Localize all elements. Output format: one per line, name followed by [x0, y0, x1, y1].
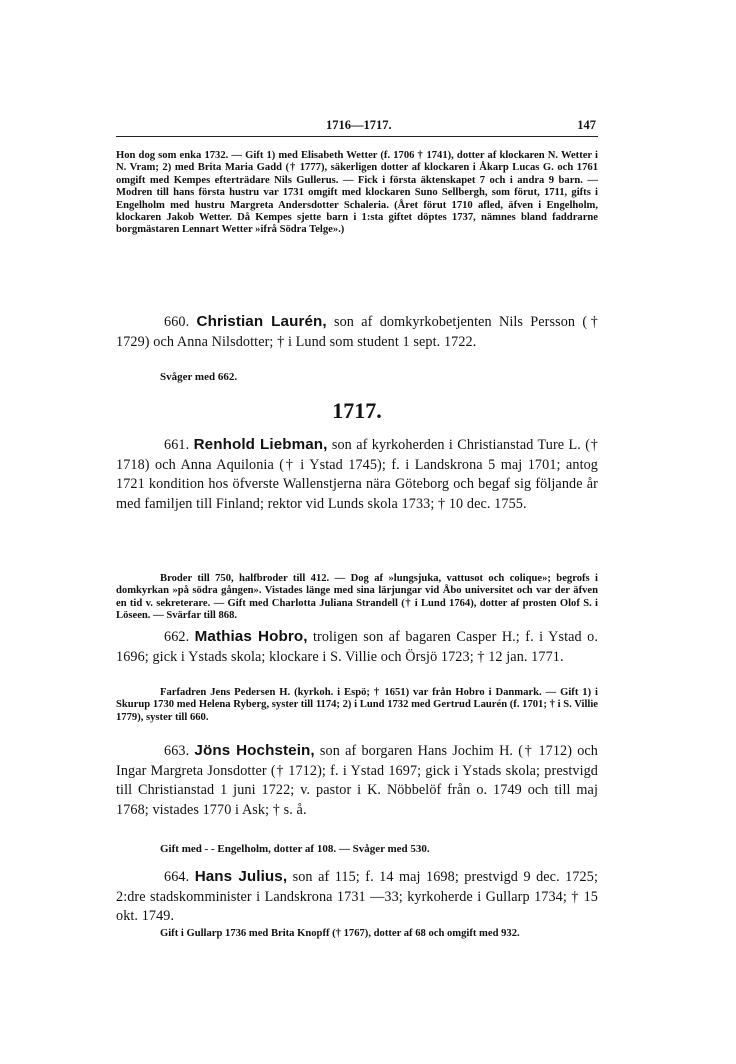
entry-number: 663.: [164, 743, 190, 759]
page-header: [116, 118, 598, 136]
entry-text: son af kyrkoherden i Christianstad Ture L. († 1718) och Anna Aquilonia († i Ystad 1745); f. i Landskrona 5 maj 1701; antog 1721 kondition hos öfverste Wallenstjerna nära Göteborg och begaf sig följande år med familjen till Finland; rektor vid Lunds skola 1733; † 10 dec. 1755.: [116, 437, 598, 512]
entry-number: 660.: [164, 314, 190, 330]
entry-number: 661.: [164, 437, 190, 453]
entry-text: son af 115; f. 14 maj 1698; prestvigd 9 dec. 1725; 2:dre stadskomminister i Landskrona 1731 —33; kyrkoherde i Gullarp 1734; † 15 okt. 1749.: [116, 869, 598, 925]
entry-number: 662.: [164, 629, 190, 645]
entry-660-note: Svåger med 662.: [160, 371, 238, 383]
entry-663-note: Gift med - - Engelholm, dotter af 108. — Svåger med 530.: [160, 843, 430, 855]
header-rule: [116, 136, 598, 137]
entry-659-note: Hon dog som enka 1732. — Gift 1) med Elisabeth Wetter (f. 1706 † 1741), dotter af klockaren N. Wetter i N. Vram; 2) med Brita Maria Gadd († 1777), säkerligen dotter af klockaren i Åkarp Lucas G. och 1761 omgift med Kempes efterträdare Nils Gullerus. — Fick i första äktenskapet 7 och i andra 9 barn. — Modren till hans första hustru var 1731 omgift med klockaren Suno Sellbergh, som förut, 1711, gifts i Engelholm med hustru Margreta Andersdotter Schaleria. (Året förut 1710 afled, äfven i Engelholm, klockaren Jakob Wetter. Då Kempes sjette barn i 1:sta giftet döptes 1737, nämnes bland faddrarne borgmästaren Lennart Wetter »ifrå Södra Telge».): [116, 150, 598, 236]
entry-name: Jöns Hochstein,: [194, 742, 315, 759]
entry-663: [116, 741, 598, 820]
entry-text: son af domkyrkobetjenten Nils Persson († 1729) och Anna Nilsdotter; † i Lund som student 1 sept. 1722.: [116, 314, 598, 350]
entry-664-note: Gift i Gullarp 1736 med Brita Knopff († 1767), dotter af 68 och omgift med 932.: [160, 928, 520, 939]
entry-661-note: Broder till 750, halfbroder till 412. — Dog af »lungsjuka, vattusot och colique»; begrofs i domkyrkan »på södra gången». Vistades länge med sina lärjungar vid Åbo universitet och var der äfven en tid v. sekreterare. — Gift med Charlotta Juliana Strandell († i Lund 1764), dotter af prosten Olof S. i Löseen. — Svärfar till 868.: [116, 573, 598, 622]
entry-number: 664.: [164, 869, 190, 885]
entry-name: Hans Julius,: [194, 868, 288, 885]
entry-660: [116, 312, 598, 352]
entry-name: Christian Laurén,: [196, 313, 327, 330]
entry-662-note: Farfadren Jens Pedersen H. (kyrkoh. i Espö; † 1651) var från Hobro i Danmark. — Gift 1) i Skurup 1730 med Helena Ryberg, syster till 1174; 2) i Lund 1732 med Gertrud Laurén (f. 1701; † i S. Villie 1779), syster till 660.: [116, 687, 598, 723]
header-year-range: 1716—1717.: [326, 118, 392, 132]
entry-name: Mathias Hobro,: [194, 628, 308, 645]
page-number: 147: [577, 118, 596, 132]
entry-text: troligen son af bagaren Casper H.; f. i Ystad o. 1696; gick i Ystads skola; klockare i S. Villie och Örsjö 1723; † 12 jan. 1771.: [116, 629, 598, 665]
year-heading: 1717.: [332, 398, 382, 423]
entry-name: Renhold Liebman,: [193, 436, 328, 453]
entry-661: [116, 435, 598, 514]
entry-text: son af borgaren Hans Jochim H. († 1712) och Ingar Margreta Jonsdotter († 1712); f. i Ystad 1697; gick i Ystads skola; prestvigd till Christianstad 1 juni 1722; v. pastor i K. Nöbbelöf från o. 1749 och till maj 1768; vistades 1770 i Ask; † s. å.: [116, 743, 598, 818]
entry-662: [116, 627, 598, 667]
entry-664: [116, 867, 598, 927]
